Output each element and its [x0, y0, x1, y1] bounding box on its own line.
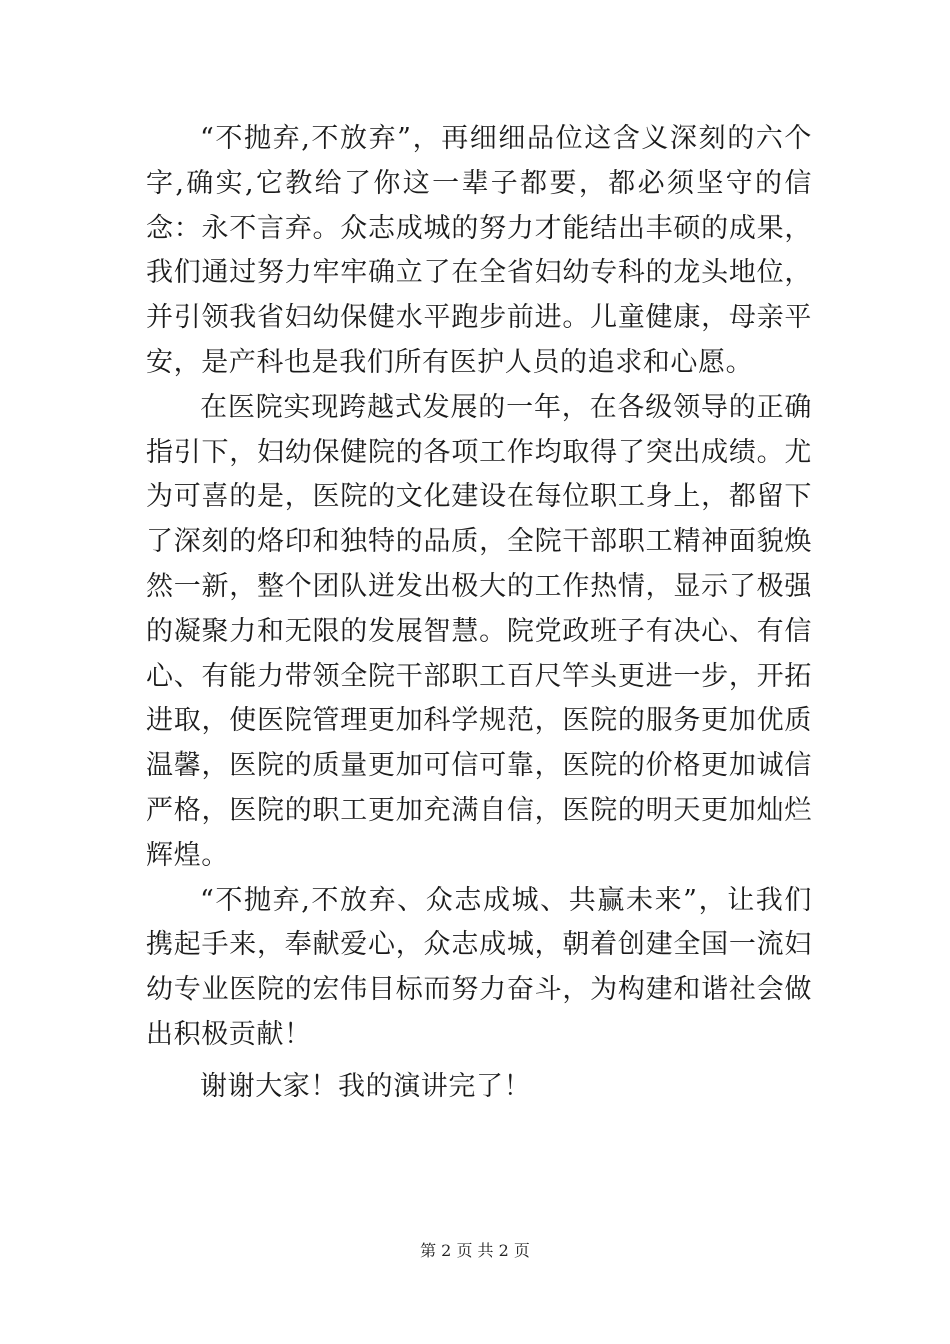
paragraph-hospital-development: 在医院实现跨越式发展的一年，在各级领导的正确指引下，妇幼保健院的各项工作均取得了突出成绩。尤为可喜的是，医院的文化建设在每位职工身上，都留下了深刻的烙印和独特的品质，全院干部职工精神面貌焕然一新，整个团队迸发出极大的工作热情，显示了极强的凝聚力和无限的发展智慧。院党政班子有决心、有信心、有能力带领全院干部职工百尺竿头更进一步，开拓进取，使医院管理更加科学规范，医院的服务更加优质温馨，医院的质量更加可信可靠，医院的价格更加诚信严格，医院的职工更加充满自信，医院的明天更加灿烂辉煌。 — [146, 391, 812, 871]
paragraph-perseverance: “不抛弃,不放弃”，再细细品位这含义深刻的六个字,确实,它教给了你这一辈子都要，都必须坚守的信念：永不言弃。众志成城的努力才能结出丰硕的成果，我们通过努力牢牢确立了在全省妇幼专科的龙头地位，并引领我省妇幼保健水平跑步前进。儿童健康，母亲平安，是产科也是我们所有医护人员的追求和心愿。 — [146, 123, 812, 378]
paragraph-call-to-action: “不抛弃,不放弃、众志成城、共赢未来”，让我们携起手来，奉献爱心，众志成城，朝着创建全国一流妇幼专业医院的宏伟目标而努力奋斗，为构建和谐社会做出积极贡献！ — [146, 884, 812, 1050]
paragraph-closing-thanks: 谢谢大家！我的演讲完了！ — [200, 1070, 532, 1102]
speech-body — [146, 117, 812, 1110]
page-number-footer: 第 2 页 共 2 页 — [420, 1241, 530, 1260]
